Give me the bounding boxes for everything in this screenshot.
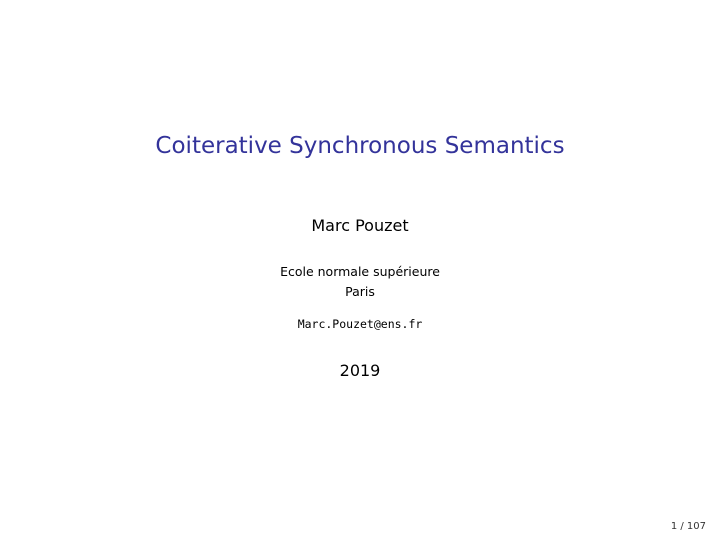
institute [0, 262, 720, 302]
page-number: 1 / 107 [670, 521, 706, 532]
presentation-date: 2019 [339, 361, 381, 380]
slide-title: Coiterative Synchronous Semantics [155, 133, 565, 159]
institute-line-2: Paris [345, 284, 375, 299]
author-email: Marc.Pouzet@ens.fr [297, 317, 423, 331]
institute-line-1: Ecole normale supérieure [280, 264, 440, 279]
author-name: Marc Pouzet [311, 216, 409, 235]
